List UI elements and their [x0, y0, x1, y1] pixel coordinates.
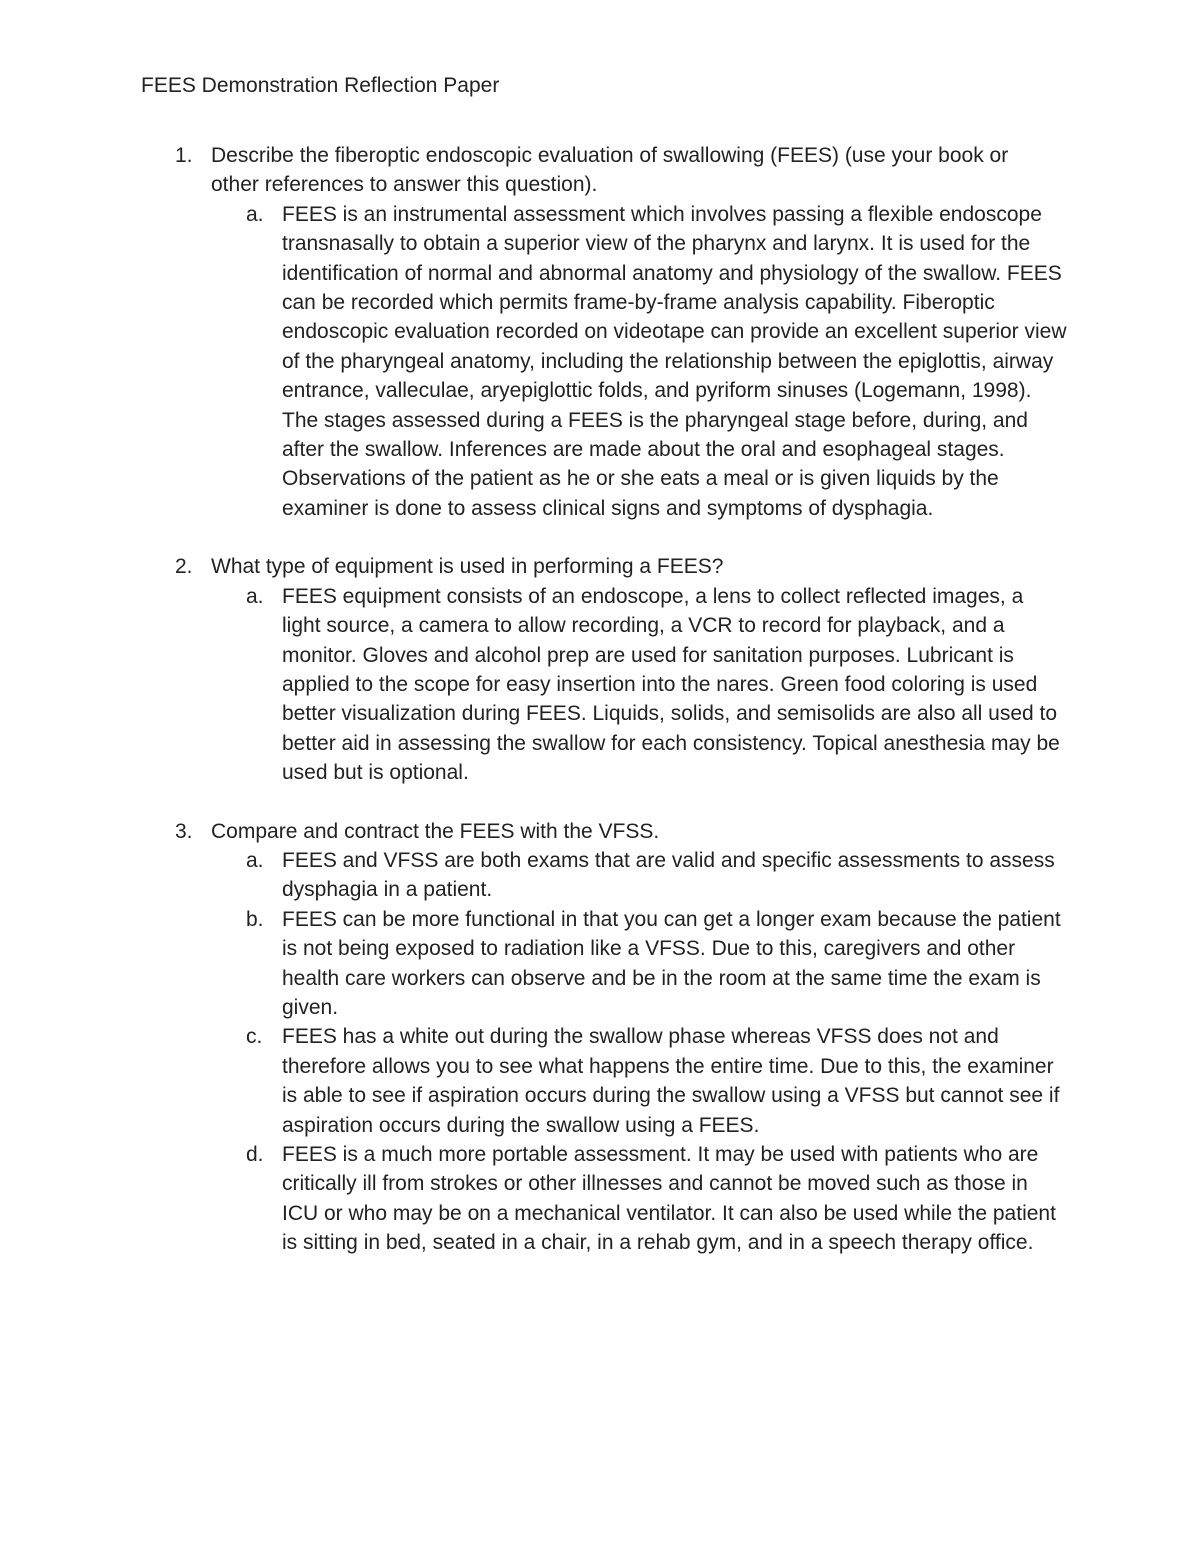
- document-title: FEES Demonstration Reflection Paper: [141, 74, 500, 97]
- answer-text: FEES is an instrumental assessment which involves passing a flexible endoscope transnasally to obtain a superior view of the pharynx and larynx. It is used for the identification of normal and abnormal anatomy and physiology of the swallow. FEES can be recorded which permits frame-by-frame analysis capability. Fiberoptic endoscopic evaluation recorded on videotape can provide an excellent superior view of the pharyngeal anatomy, including the relationship between the epiglottis, airway entrance, valleculae, aryepiglottic folds, and pyriform sinuses (Logemann, 1998). The stages assessed during a FEES is the pharyngeal stage before, during, and after the swallow. Inferences are made about the oral and esophageal stages. Observations of the patient as he or she eats a meal or is given liquids by the examiner is done to assess clinical signs and symptoms of dysphagia.: [282, 202, 1067, 520]
- answer-text: FEES has a white out during the swallow phase whereas VFSS does not and therefore allows you to see what happens the entire time. Due to this, the examiner is able to see if aspiration occurs during the swallow using a VFSS but cannot see if aspiration occurs during the swallow using a FEES.: [282, 1025, 1060, 1137]
- answer-letter: a.: [246, 202, 264, 226]
- answer-list: [0, 200, 1200, 523]
- question-list: [0, 141, 1200, 1287]
- answer-text: FEES is a much more portable assessment. It may be used with patients who are critically ill from strokes or other illnesses and cannot be moved such as those in ICU or who may be on a mechanical ventilator. It can also be used while the patient is sitting in bed, seated in a chair, in a rehab gym, and in a speech therapy office.: [282, 1143, 1056, 1255]
- question-item: [0, 141, 1200, 523]
- question-text: Compare and contract the FEES with the VFSS.: [211, 819, 660, 843]
- answer-item: [0, 846, 1200, 905]
- question-number: 3.: [175, 819, 193, 843]
- question-number: 2.: [175, 555, 193, 579]
- answer-item: [0, 1022, 1200, 1140]
- answer-letter: a.: [246, 848, 264, 872]
- answer-list: [0, 846, 1200, 1258]
- question-number: 1.: [175, 144, 193, 167]
- question-text: What type of equipment is used in performing a FEES?: [211, 555, 724, 579]
- answer-item: [0, 200, 1200, 523]
- answer-text: FEES can be more functional in that you can get a longer exam because the patient is not being exposed to radiation like a VFSS. Due to this, caregivers and other health care workers can observe and be in the room at the same time the exam is given.: [282, 907, 1061, 1019]
- answer-text: FEES equipment consists of an endoscope, a lens to collect reflected images, a light source, a camera to allow recording, a VCR to record for playback, and a monitor. Gloves and alcohol prep are used for sanitation purposes. Lubricant is applied to the scope for easy insertion into the nares. Green food coloring is used better visualization during FEES. Liquids, solids, and semisolids are also all used to better aid in assessing the swallow for each consistency. Topical anesthesia may be used but is optional.: [282, 584, 1060, 785]
- answer-list: [0, 582, 1200, 788]
- answer-item: [0, 582, 1200, 788]
- question-text: Describe the fiberoptic endoscopic evaluation of swallowing (FEES) (use your book or other references to answer this question).: [211, 144, 1009, 197]
- question-item: [0, 817, 1200, 1258]
- answer-letter: b.: [246, 907, 264, 931]
- answer-item: [0, 1140, 1200, 1258]
- answer-item: [0, 905, 1200, 1023]
- question-item: [0, 552, 1200, 787]
- answer-letter: d.: [246, 1143, 264, 1166]
- answer-letter: a.: [246, 584, 264, 608]
- answer-text: FEES and VFSS are both exams that are valid and specific assessments to assess dysphagia in a patient.: [282, 848, 1055, 902]
- answer-letter: c.: [246, 1025, 263, 1049]
